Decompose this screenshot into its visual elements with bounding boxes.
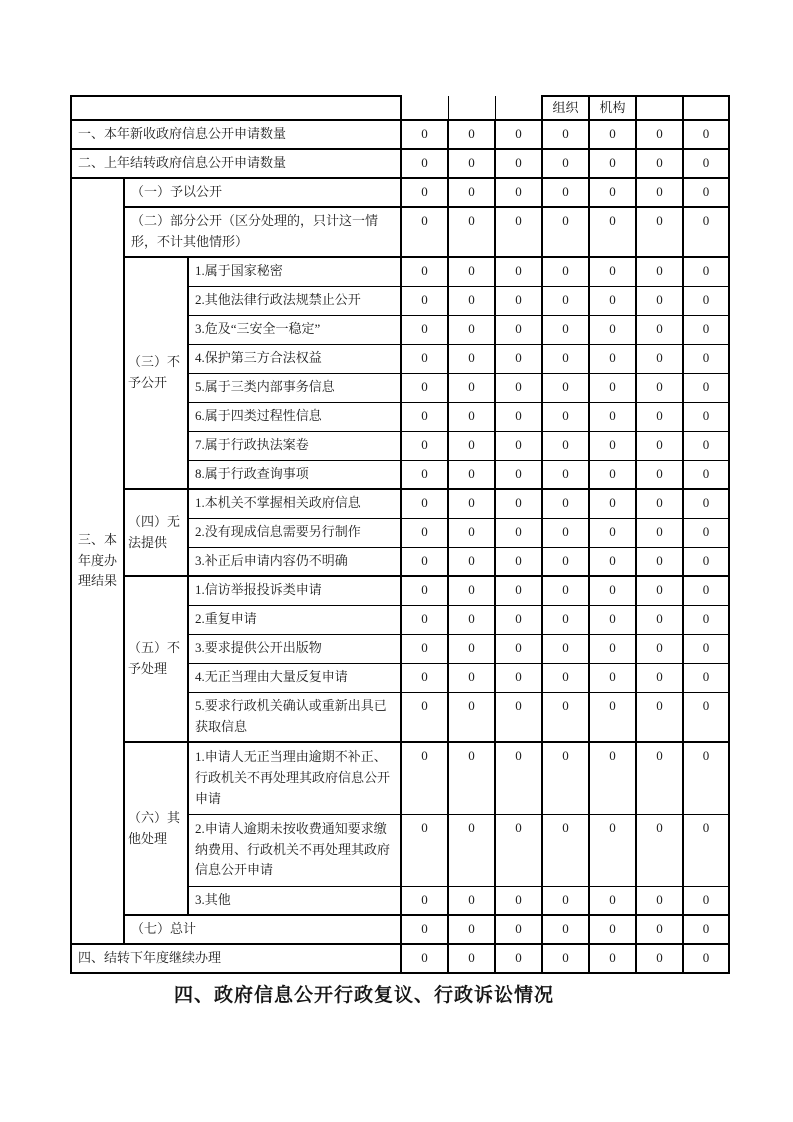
value-cell: 0 bbox=[636, 886, 683, 915]
value-cell: 0 bbox=[401, 373, 448, 402]
value-cell: 0 bbox=[589, 944, 636, 973]
value-cell: 0 bbox=[683, 460, 729, 489]
value-cell: 0 bbox=[448, 120, 495, 149]
header-label-cell bbox=[71, 96, 401, 120]
value-cell: 0 bbox=[448, 886, 495, 915]
value-cell: 0 bbox=[636, 207, 683, 257]
value-cell: 0 bbox=[448, 915, 495, 944]
value-cell: 0 bbox=[495, 576, 542, 605]
value-cell: 0 bbox=[589, 286, 636, 315]
group-label-unable-to-provide: （四）无法提供 bbox=[124, 489, 188, 576]
value-cell: 0 bbox=[636, 373, 683, 402]
value-cell: 0 bbox=[589, 120, 636, 149]
value-cell: 0 bbox=[542, 489, 589, 518]
value-cell: 0 bbox=[448, 178, 495, 207]
value-cell: 0 bbox=[542, 663, 589, 692]
row-label: 5.属于三类内部事务信息 bbox=[188, 373, 401, 402]
value-cell: 0 bbox=[542, 915, 589, 944]
value-cell: 0 bbox=[495, 207, 542, 257]
row-label: 1.信访举报投诉类申请 bbox=[188, 576, 401, 605]
value-cell: 0 bbox=[589, 518, 636, 547]
value-cell: 0 bbox=[448, 634, 495, 663]
value-cell: 0 bbox=[495, 814, 542, 886]
header-cell bbox=[636, 96, 683, 120]
value-cell: 0 bbox=[401, 663, 448, 692]
value-cell: 0 bbox=[401, 692, 448, 742]
value-cell: 0 bbox=[495, 634, 542, 663]
row-label: 5.要求行政机关确认或重新出具已获取信息 bbox=[188, 692, 401, 742]
value-cell: 0 bbox=[636, 742, 683, 814]
table-row bbox=[71, 257, 729, 286]
table-row bbox=[71, 489, 729, 518]
value-cell: 0 bbox=[448, 605, 495, 634]
row-label: 3.危及“三安全一稳定” bbox=[188, 315, 401, 344]
value-cell: 0 bbox=[542, 149, 589, 178]
value-cell: 0 bbox=[589, 634, 636, 663]
value-cell: 0 bbox=[401, 460, 448, 489]
value-cell: 0 bbox=[589, 178, 636, 207]
value-cell: 0 bbox=[542, 178, 589, 207]
value-cell: 0 bbox=[589, 460, 636, 489]
value-cell: 0 bbox=[448, 431, 495, 460]
group-label-other-handling: （六）其他处理 bbox=[124, 742, 188, 915]
value-cell: 0 bbox=[542, 315, 589, 344]
value-cell: 0 bbox=[683, 634, 729, 663]
value-cell: 0 bbox=[636, 257, 683, 286]
value-cell: 0 bbox=[448, 814, 495, 886]
header-cell bbox=[401, 96, 448, 120]
value-cell: 0 bbox=[683, 518, 729, 547]
value-cell: 0 bbox=[495, 460, 542, 489]
value-cell: 0 bbox=[448, 344, 495, 373]
header-cell bbox=[448, 96, 495, 120]
value-cell: 0 bbox=[401, 315, 448, 344]
value-cell: 0 bbox=[401, 207, 448, 257]
value-cell: 0 bbox=[401, 814, 448, 886]
value-cell: 0 bbox=[495, 547, 542, 576]
value-cell: 0 bbox=[542, 814, 589, 886]
value-cell: 0 bbox=[589, 344, 636, 373]
value-cell: 0 bbox=[495, 605, 542, 634]
value-cell: 0 bbox=[401, 742, 448, 814]
table-row-carried-over bbox=[71, 149, 729, 178]
value-cell: 0 bbox=[401, 944, 448, 973]
row-label: 二、上年结转政府信息公开申请数量 bbox=[71, 149, 401, 178]
value-cell: 0 bbox=[636, 518, 683, 547]
value-cell: 0 bbox=[448, 315, 495, 344]
row-label: 2.重复申请 bbox=[188, 605, 401, 634]
value-cell: 0 bbox=[448, 547, 495, 576]
value-cell: 0 bbox=[542, 207, 589, 257]
value-cell: 0 bbox=[636, 547, 683, 576]
value-cell: 0 bbox=[636, 692, 683, 742]
header-cell-organization: 组织 bbox=[542, 96, 589, 120]
value-cell: 0 bbox=[542, 257, 589, 286]
value-cell: 0 bbox=[589, 373, 636, 402]
row-label: 3.要求提供公开出版物 bbox=[188, 634, 401, 663]
table-row-total bbox=[71, 915, 729, 944]
section-title: 四、政府信息公开行政复议、行政诉讼情况 bbox=[173, 985, 554, 1006]
value-cell: 0 bbox=[683, 286, 729, 315]
value-cell: 0 bbox=[542, 605, 589, 634]
value-cell: 0 bbox=[448, 663, 495, 692]
value-cell: 0 bbox=[683, 149, 729, 178]
table-row-carry-forward bbox=[71, 944, 729, 973]
row-label: 3.补正后申请内容仍不明确 bbox=[188, 547, 401, 576]
value-cell: 0 bbox=[401, 605, 448, 634]
value-cell: 0 bbox=[636, 431, 683, 460]
value-cell: 0 bbox=[589, 605, 636, 634]
value-cell: 0 bbox=[401, 489, 448, 518]
value-cell: 0 bbox=[589, 207, 636, 257]
value-cell: 0 bbox=[636, 489, 683, 518]
value-cell: 0 bbox=[589, 547, 636, 576]
value-cell: 0 bbox=[683, 576, 729, 605]
value-cell: 0 bbox=[495, 886, 542, 915]
value-cell: 0 bbox=[542, 634, 589, 663]
value-cell: 0 bbox=[636, 120, 683, 149]
value-cell: 0 bbox=[448, 286, 495, 315]
row-label: 2.没有现成信息需要另行制作 bbox=[188, 518, 401, 547]
row-label: 2.申请人逾期未按收费通知要求缴纳费用、行政机关不再处理其政府信息公开申请 bbox=[188, 814, 401, 886]
row-label: 8.属于行政查询事项 bbox=[188, 460, 401, 489]
value-cell: 0 bbox=[448, 742, 495, 814]
row-label: 7.属于行政执法案卷 bbox=[188, 431, 401, 460]
value-cell: 0 bbox=[542, 547, 589, 576]
value-cell: 0 bbox=[589, 663, 636, 692]
row-label: 1.申请人无正当理由逾期不补正、行政机关不再处理其政府信息公开申请 bbox=[188, 742, 401, 814]
value-cell: 0 bbox=[683, 663, 729, 692]
value-cell: 0 bbox=[683, 547, 729, 576]
value-cell: 0 bbox=[495, 489, 542, 518]
value-cell: 0 bbox=[448, 257, 495, 286]
row-label: 2.其他法律行政法规禁止公开 bbox=[188, 286, 401, 315]
value-cell: 0 bbox=[542, 944, 589, 973]
value-cell: 0 bbox=[542, 402, 589, 431]
value-cell: 0 bbox=[401, 431, 448, 460]
value-cell: 0 bbox=[589, 576, 636, 605]
row-label: 6.属于四类过程性信息 bbox=[188, 402, 401, 431]
value-cell: 0 bbox=[495, 286, 542, 315]
value-cell: 0 bbox=[401, 886, 448, 915]
value-cell: 0 bbox=[636, 149, 683, 178]
value-cell: 0 bbox=[495, 518, 542, 547]
value-cell: 0 bbox=[636, 634, 683, 663]
value-cell: 0 bbox=[495, 431, 542, 460]
value-cell: 0 bbox=[495, 257, 542, 286]
value-cell: 0 bbox=[683, 344, 729, 373]
table-row-granted bbox=[71, 178, 729, 207]
row-label: （七）总计 bbox=[124, 915, 401, 944]
value-cell: 0 bbox=[683, 692, 729, 742]
value-cell: 0 bbox=[589, 692, 636, 742]
value-cell: 0 bbox=[495, 315, 542, 344]
value-cell: 0 bbox=[495, 149, 542, 178]
value-cell: 0 bbox=[636, 944, 683, 973]
value-cell: 0 bbox=[683, 886, 729, 915]
value-cell: 0 bbox=[448, 207, 495, 257]
value-cell: 0 bbox=[636, 605, 683, 634]
table-row-new-requests bbox=[71, 120, 729, 149]
value-cell: 0 bbox=[448, 373, 495, 402]
value-cell: 0 bbox=[495, 692, 542, 742]
value-cell: 0 bbox=[589, 315, 636, 344]
table-row-partially-disclosed bbox=[71, 207, 729, 257]
value-cell: 0 bbox=[542, 286, 589, 315]
value-cell: 0 bbox=[683, 944, 729, 973]
value-cell: 0 bbox=[683, 315, 729, 344]
header-cell bbox=[683, 96, 729, 120]
value-cell: 0 bbox=[542, 373, 589, 402]
table-row bbox=[71, 576, 729, 605]
value-cell: 0 bbox=[495, 944, 542, 973]
group-label-annual-results: 三、本年度办理结果 bbox=[71, 178, 124, 944]
row-label: 1.本机关不掌握相关政府信息 bbox=[188, 489, 401, 518]
row-label: 一、本年新收政府信息公开申请数量 bbox=[71, 120, 401, 149]
disclosure-statistics-table bbox=[70, 95, 730, 974]
group-label-not-processed: （五）不予处理 bbox=[124, 576, 188, 742]
value-cell: 0 bbox=[589, 402, 636, 431]
value-cell: 0 bbox=[542, 692, 589, 742]
value-cell: 0 bbox=[448, 944, 495, 973]
value-cell: 0 bbox=[636, 286, 683, 315]
value-cell: 0 bbox=[401, 518, 448, 547]
value-cell: 0 bbox=[448, 692, 495, 742]
value-cell: 0 bbox=[495, 178, 542, 207]
value-cell: 0 bbox=[683, 207, 729, 257]
value-cell: 0 bbox=[495, 373, 542, 402]
value-cell: 0 bbox=[636, 663, 683, 692]
value-cell: 0 bbox=[401, 402, 448, 431]
value-cell: 0 bbox=[589, 886, 636, 915]
row-label: 4.保护第三方合法权益 bbox=[188, 344, 401, 373]
value-cell: 0 bbox=[589, 742, 636, 814]
value-cell: 0 bbox=[542, 886, 589, 915]
value-cell: 0 bbox=[495, 402, 542, 431]
table-header-row bbox=[71, 96, 729, 120]
table-row bbox=[71, 742, 729, 814]
value-cell: 0 bbox=[542, 344, 589, 373]
value-cell: 0 bbox=[589, 257, 636, 286]
value-cell: 0 bbox=[401, 286, 448, 315]
value-cell: 0 bbox=[401, 576, 448, 605]
value-cell: 0 bbox=[542, 576, 589, 605]
value-cell: 0 bbox=[589, 431, 636, 460]
value-cell: 0 bbox=[589, 915, 636, 944]
value-cell: 0 bbox=[683, 814, 729, 886]
value-cell: 0 bbox=[542, 120, 589, 149]
value-cell: 0 bbox=[401, 178, 448, 207]
value-cell: 0 bbox=[448, 518, 495, 547]
row-label: 3.其他 bbox=[188, 886, 401, 915]
row-label: 4.无正当理由大量反复申请 bbox=[188, 663, 401, 692]
value-cell: 0 bbox=[683, 257, 729, 286]
value-cell: 0 bbox=[636, 460, 683, 489]
value-cell: 0 bbox=[683, 178, 729, 207]
row-label: （二）部分公开（区分处理的，只计这一情形，不计其他情形） bbox=[124, 207, 401, 257]
value-cell: 0 bbox=[683, 120, 729, 149]
value-cell: 0 bbox=[448, 489, 495, 518]
value-cell: 0 bbox=[636, 576, 683, 605]
value-cell: 0 bbox=[542, 518, 589, 547]
header-cell bbox=[495, 96, 542, 120]
value-cell: 0 bbox=[401, 344, 448, 373]
value-cell: 0 bbox=[495, 742, 542, 814]
value-cell: 0 bbox=[683, 402, 729, 431]
value-cell: 0 bbox=[495, 120, 542, 149]
value-cell: 0 bbox=[495, 915, 542, 944]
value-cell: 0 bbox=[589, 489, 636, 518]
value-cell: 0 bbox=[542, 431, 589, 460]
value-cell: 0 bbox=[401, 120, 448, 149]
value-cell: 0 bbox=[401, 257, 448, 286]
value-cell: 0 bbox=[683, 373, 729, 402]
value-cell: 0 bbox=[495, 663, 542, 692]
value-cell: 0 bbox=[401, 634, 448, 663]
value-cell: 0 bbox=[401, 149, 448, 178]
value-cell: 0 bbox=[636, 178, 683, 207]
value-cell: 0 bbox=[636, 315, 683, 344]
value-cell: 0 bbox=[589, 149, 636, 178]
value-cell: 0 bbox=[401, 915, 448, 944]
value-cell: 0 bbox=[683, 605, 729, 634]
value-cell: 0 bbox=[636, 344, 683, 373]
value-cell: 0 bbox=[448, 149, 495, 178]
value-cell: 0 bbox=[636, 915, 683, 944]
row-label: 四、结转下年度继续办理 bbox=[71, 944, 401, 973]
value-cell: 0 bbox=[401, 547, 448, 576]
value-cell: 0 bbox=[683, 489, 729, 518]
header-cell-institution: 机构 bbox=[589, 96, 636, 120]
value-cell: 0 bbox=[683, 915, 729, 944]
value-cell: 0 bbox=[495, 344, 542, 373]
value-cell: 0 bbox=[448, 460, 495, 489]
value-cell: 0 bbox=[542, 742, 589, 814]
value-cell: 0 bbox=[683, 431, 729, 460]
row-label: 1.属于国家秘密 bbox=[188, 257, 401, 286]
value-cell: 0 bbox=[636, 402, 683, 431]
value-cell: 0 bbox=[589, 814, 636, 886]
value-cell: 0 bbox=[542, 460, 589, 489]
row-label: （一）予以公开 bbox=[124, 178, 401, 207]
value-cell: 0 bbox=[683, 742, 729, 814]
value-cell: 0 bbox=[448, 576, 495, 605]
value-cell: 0 bbox=[448, 402, 495, 431]
value-cell: 0 bbox=[636, 814, 683, 886]
group-label-not-disclosed: （三）不予公开 bbox=[124, 257, 188, 489]
